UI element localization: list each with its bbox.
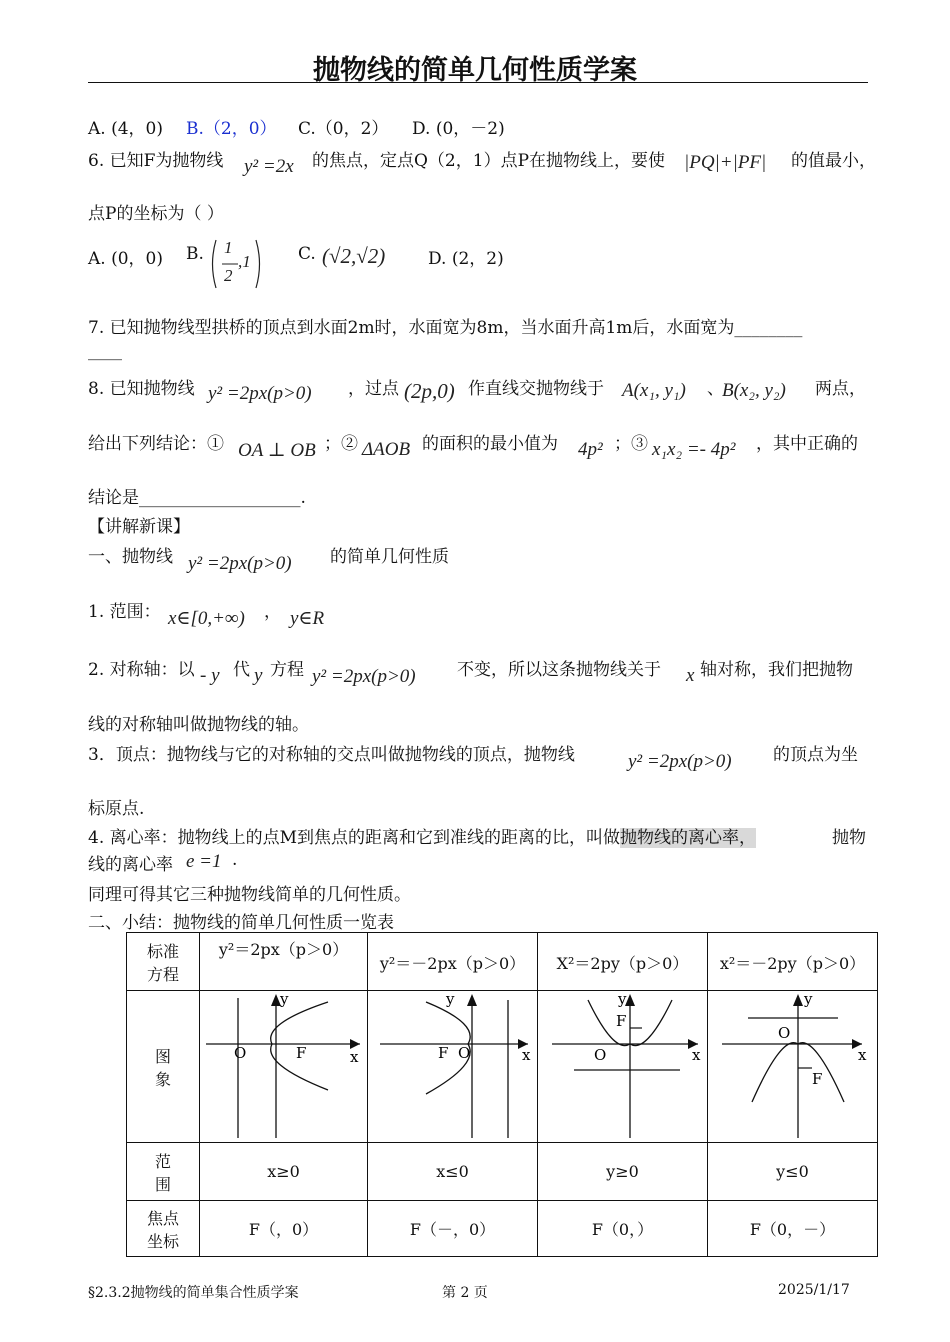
q6-line2: 点P的坐标为（ ） [88, 204, 224, 224]
parabola-down-graph [708, 992, 876, 1142]
q8-point-b: B(x₂, y₂) [722, 380, 786, 401]
ecc-line2-prefix: 线的离心率 [88, 855, 173, 875]
q8-conclusion-3: x₁x₂ =- 4p² [652, 439, 736, 460]
focus-cell-4: F（0，－） [707, 1201, 877, 1257]
origin-label: O [777, 1023, 791, 1042]
row-header-line1: 图 [155, 1046, 172, 1066]
symmetry-dai: 代 [233, 660, 250, 680]
q5-option-b: B.（2，0） [186, 119, 277, 139]
q6-option-c-label: C. [298, 244, 316, 264]
focus-cell-3: F（0，） [538, 1201, 708, 1257]
q8-point: (2p,0) [404, 379, 455, 403]
eq-cell-3: X²＝2py（p＞0） [538, 933, 708, 991]
row-header-line1: 焦点 [147, 1208, 180, 1228]
axis-x-label: x [350, 1047, 359, 1066]
vertex-equation: y² =2px(p>0) [628, 751, 732, 772]
q8-conclusion-2: ΔAOB [362, 439, 411, 460]
range-cell-2: x≤0 [368, 1143, 538, 1201]
section1-prefix: 一、抛物线 [88, 547, 173, 567]
q5-option-d: D. (0，－2) [412, 119, 505, 139]
q6-option-b-denominator: 2 [224, 266, 233, 285]
focus-label: F [438, 1043, 449, 1062]
q8-conclusion-2-value: 4p² [578, 439, 603, 460]
q5-option-c: C.（0，2） [298, 119, 389, 139]
q8-conclusion-1: OA ⊥ OB [238, 440, 316, 461]
q6-option-d: D. (2，2) [428, 249, 504, 269]
q7-line1: 7. 已知抛物线型拱桥的顶点到水面2m时，水面宽为8m，当水面升高1m后，水面宽为________ [88, 318, 803, 338]
q6-option-b-value [208, 236, 264, 292]
vertex-tail: 的顶点为坐 [773, 745, 858, 765]
row-header-graph [127, 991, 200, 1143]
vertex-prefix: 3．顶点：抛物线与它的对称轴的交点叫做抛物线的顶点，抛物线 [88, 745, 575, 765]
graph-cell-1 [200, 991, 368, 1143]
table-row-focus [127, 1201, 878, 1257]
range-comma: ， [264, 602, 281, 622]
axis-y-label: y [280, 991, 289, 1008]
q8-line3: 结论是___________________. [88, 488, 306, 508]
q8-mid2: 作直线交抛物线于 [468, 379, 604, 399]
range-label: 1. 范围： [88, 602, 161, 622]
others-note: 同理可得其它三种抛物线简单的几何性质。 [88, 885, 411, 905]
range-x: x∈[0,+∞) [168, 608, 245, 629]
origin-label: O [234, 1043, 247, 1062]
section1-tail: 的简单几何性质 [330, 547, 449, 567]
symmetry-line2: 线的对称轴叫做抛物线的轴。 [88, 715, 309, 735]
footer-left: §2.3.2抛物线的简单集合性质学案 [88, 1285, 299, 1301]
footer-date: 2025/1/17 [778, 1282, 850, 1298]
table-row-equation [127, 933, 878, 991]
focus-cell-1: F（，0） [200, 1201, 368, 1257]
symmetry-mid: 不变，所以这条抛物线关于 [457, 660, 661, 680]
row-header-line1: 标准 [147, 941, 180, 961]
axis-x-label: x [522, 1045, 531, 1064]
lesson-header: 【讲解新课】 [88, 517, 190, 537]
fraction-parens-icon [208, 236, 264, 292]
q8-line2-tail: ，其中正确的 [756, 434, 858, 454]
q6-prefix: 6. 已知F为抛物线 [88, 151, 224, 171]
ecc-highlight: 抛物线的离心率， [620, 828, 757, 848]
axis-y-label: y [803, 991, 813, 1008]
focus-label: F [811, 1069, 823, 1088]
q8-mid1: ，过点 [348, 379, 399, 399]
q6-option-c-value: (√2,√2) [322, 244, 386, 268]
focus-cell-2: F（－，0） [368, 1201, 538, 1257]
ecc-prefix: 4. 离心率：抛物线上的点M到焦点的距离和它到准线的距离的比，叫做抛物线的离心率， [88, 828, 757, 848]
ecc-equation: e =1 [186, 851, 222, 872]
row-header-line2: 围 [155, 1174, 172, 1194]
row-header-line2: 方程 [147, 964, 180, 984]
axis-y-label: y [446, 991, 455, 1008]
symmetry-neg-y: - y [200, 665, 220, 686]
q8-line2-mid2: 的面积的最小值为 [422, 434, 558, 454]
origin-label: O [458, 1043, 471, 1062]
page-title: 抛物线的简单几何性质学案 [313, 55, 637, 86]
summary-table [126, 932, 878, 1257]
graph-cell-4 [707, 991, 877, 1143]
eq-cell-4: x²＝－2py（p＞0） [707, 933, 877, 991]
symmetry-tail: 轴对称，我们把抛物 [700, 660, 853, 680]
origin-label: O [594, 1045, 607, 1064]
graph-cell-2 [368, 991, 538, 1143]
q6-option-b-numerator: 1 [224, 238, 233, 257]
q6-equation: y² =2x [244, 156, 294, 177]
section1-equation: y² =2px(p>0) [188, 553, 292, 574]
row-header-line2: 象 [155, 1069, 172, 1089]
parabola-up-graph [538, 992, 706, 1142]
symmetry-prefix: 2. 对称轴：以 [88, 660, 195, 680]
q8-line2-mid1: ；② [324, 434, 358, 454]
range-y: y∈R [290, 608, 325, 629]
q8-line2-mid3: ；③ [614, 434, 648, 454]
eq-cell-1: y²＝2px（p＞0） [200, 933, 368, 991]
range-cell-3: y≥0 [538, 1143, 708, 1201]
graph-cell-3 [538, 991, 708, 1143]
vertex-line2: 标原点. [88, 799, 145, 819]
q5-option-a: A. (4，0) [88, 119, 163, 139]
q6-option-b-tail: ,1 [238, 252, 251, 271]
range-cell-1: x≥0 [200, 1143, 368, 1201]
q8-point-a: A(x₁, y₁) [622, 380, 686, 401]
summary-title: 二、小结：抛物线的简单几何性质一览表 [88, 913, 394, 933]
symmetry-y: y [254, 665, 263, 686]
focus-label: F [296, 1043, 307, 1062]
title-rule [88, 82, 868, 83]
ecc-tail: 抛物 [832, 828, 866, 848]
ecc-line2-tail: . [232, 850, 238, 870]
symmetry-fangcheng: 方程 [270, 660, 304, 680]
row-header-range [127, 1143, 200, 1201]
range-cell-4: y≤0 [707, 1143, 877, 1201]
q7-line2: ____ [88, 341, 122, 361]
axis-y-label: y [618, 991, 627, 1008]
q6-option-a: A. (0，0) [88, 249, 163, 269]
row-header-line2: 坐标 [147, 1231, 180, 1251]
q8-line2-prefix: 给出下列结论：① [88, 434, 224, 454]
symmetry-x: x [686, 665, 695, 686]
footer-page: 第 2 页 [442, 1285, 488, 1301]
symmetry-equation: y² =2px(p>0) [312, 666, 416, 687]
q8-separator: 、 [707, 379, 724, 399]
q8-prefix: 8. 已知抛物线 [88, 379, 195, 399]
axis-x-label: x [857, 1045, 867, 1064]
q6-option-b-label: B. [186, 244, 204, 264]
row-header-equation [127, 933, 200, 991]
q6-mid: 的焦点，定点Q（2，1）点P在抛物线上，要使 [312, 151, 666, 171]
table-row-range [127, 1143, 878, 1201]
q6-expression: |PQ|+|PF| [684, 152, 767, 173]
q8-tail: 两点， [815, 379, 866, 399]
parabola-left-graph [368, 992, 536, 1142]
q8-equation: y² =2px(p>0) [208, 383, 312, 404]
table-row-graph [127, 991, 878, 1143]
row-header-line1: 范 [155, 1151, 172, 1171]
eq-cell-2: y²＝－2px（p＞0） [368, 933, 538, 991]
focus-label: F [616, 1011, 627, 1030]
parabola-right-graph [200, 992, 366, 1142]
q6-suffix: 的值最小， [791, 151, 876, 171]
axis-x-label: x [692, 1045, 701, 1064]
row-header-focus [127, 1201, 200, 1257]
